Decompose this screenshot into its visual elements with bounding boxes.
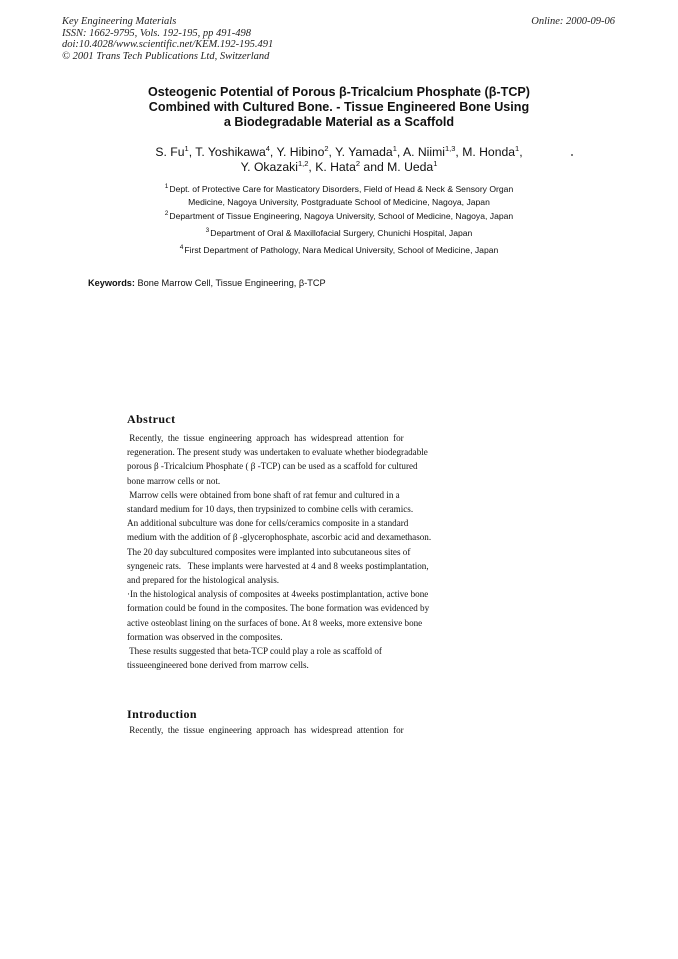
text-line: Marrow cells were obtained from bone shaft of rat femur and cultured in a: [127, 489, 400, 500]
issn-line: ISSN: 1662-9795, Vols. 192-195, pp 491-498: [62, 27, 251, 39]
author-sep: ,: [269, 145, 277, 159]
text-line: ·In the histological analysis of composites at 4weeks postimplantation, active bone: [127, 589, 429, 600]
doi-line: doi:10.4028/www.scientific.net/KEM.192-195.491: [62, 39, 274, 50]
affiliation-4: [60, 244, 618, 257]
title-line-1: Osteogenic Potential of Porous β-Tricalcium Phosphate (β-TCP): [147, 85, 531, 99]
text-line: Recently, the tissue engineering approach has widespread attention for: [127, 725, 404, 735]
author-sep: ,: [188, 145, 196, 159]
author-sep: ,: [328, 145, 336, 159]
copyright-line: © 2001 Trans Tech Publications Ltd, Switzerland: [62, 50, 270, 62]
author-affil-sup: 1,2: [297, 158, 309, 168]
text-line: formation was observed in the composites.: [127, 631, 283, 642]
affiliation-1: [60, 183, 618, 208]
author-affil-sup: 2: [355, 158, 361, 168]
text-line: syngeneic rats. These implants were harvested at 4 and 8 weeks postimplantation,: [127, 560, 429, 571]
text-line: porous β -Tricalcium Phosphate ( β -TCP) can be used as a scaffold for cultured: [127, 461, 418, 472]
author-name: M. Ueda: [387, 160, 434, 174]
author-sep: ,: [519, 145, 523, 159]
affiliation-num: 1: [164, 183, 169, 191]
author-line-2: [70, 160, 608, 175]
keywords-text: Bone Marrow Cell, Tissue Engineering, β-TCP: [137, 278, 326, 288]
author-sep: ,: [455, 145, 463, 159]
affiliation-2: [60, 210, 618, 223]
text-line: These results suggested that beta-TCP could play a role as scaffold of: [127, 646, 382, 657]
text-line: regeneration. The present study was undertaken to evaluate whether biodegradable: [127, 447, 428, 458]
affiliation-text: First Department of Pathology, Nara Medical University, School of Medicine, Japan: [184, 245, 499, 255]
text-line: formation could be found in the composites. The bone formation was evidenced by: [127, 603, 430, 614]
author-sep: ,: [396, 145, 403, 159]
keywords-label: Keywords:: [88, 278, 135, 288]
stray-mark: [571, 154, 573, 156]
author-name: A. Niimi: [402, 145, 445, 159]
text-line: active osteoblast lining on the surfaces of bone. At 8 weeks, more extensive bone: [127, 617, 423, 628]
author-affil-sup: 1: [515, 143, 520, 153]
text-line: and prepared for the histological analysis.: [127, 575, 280, 586]
introduction-body: [127, 723, 499, 737]
author-name: T. Yoshikawa: [195, 145, 266, 159]
author-affil-sup: 1: [184, 143, 189, 153]
author-sep: and: [360, 160, 388, 174]
text-line: standard medium for 10 days, then trypsinized to combine cells with ceramics.: [127, 504, 414, 515]
author-affil-sup: 1,3: [444, 143, 456, 153]
affiliation-1-line-2: Medicine, Nagoya University, Postgraduate School of Medicine, Nagoya, Japan: [188, 196, 490, 207]
abstract-body: [127, 431, 499, 672]
author-affil-sup: 1: [433, 158, 438, 168]
affiliation-text: Dept. of Protective Care for Masticatory Disorders, Field of Head & Neck & Sensory Organ: [169, 184, 514, 194]
author-name: Y. Hibino: [276, 145, 325, 159]
text-line: The 20 day subcultured composites were implanted into subcutaneous sites of: [127, 546, 411, 557]
text-line: Recently, the tissue engineering approach has widespread attention for: [127, 433, 404, 443]
author-affil-sup: 1: [392, 143, 397, 153]
author-affil-sup: 4: [265, 143, 270, 153]
author-name: K. Hata: [315, 160, 356, 174]
author-list: [70, 145, 608, 175]
affiliation-3: [60, 227, 618, 240]
author-name: Y. Okazaki: [240, 160, 298, 174]
keywords: [88, 277, 326, 289]
author-affil-sup: 2: [324, 143, 329, 153]
affiliation-num: 3: [205, 227, 210, 235]
author-name: Y. Yamada: [335, 145, 393, 159]
affiliation-1-line-1: [60, 183, 618, 196]
introduction-heading: Introduction: [127, 707, 197, 721]
text-line: tissueengineered bone derived from marrow cells.: [127, 660, 309, 671]
affiliation-num: 4: [179, 244, 184, 252]
journal-name: Key Engineering Materials: [62, 16, 177, 27]
affiliation-text: Department of Oral & Maxillofacial Surgery, Chunichi Hospital, Japan: [210, 228, 473, 238]
author-name: S. Fu: [155, 145, 185, 159]
title-line-2: Combined with Cultured Bone. - Tissue Engineered Bone Using: [148, 100, 530, 114]
author-sep: ,: [308, 160, 316, 174]
author-line-1: [70, 145, 608, 160]
paper-title: [60, 85, 618, 130]
affiliation-num: 2: [164, 210, 169, 218]
online-date: Online: 2000-09-06: [531, 16, 615, 27]
affiliation-text: Department of Tissue Engineering, Nagoya University, School of Medicine, Nagoya, Japan: [169, 211, 514, 221]
text-line: bone marrow cells or not.: [127, 475, 221, 486]
abstract-heading: Abstruct: [127, 412, 176, 426]
author-name: M. Honda: [462, 145, 516, 159]
text-line: medium with the addition of β -glycerophosphate, ascorbic acid and dexamethason.: [127, 532, 432, 543]
title-line-3: a Biodegradable Material as a Scaffold: [223, 115, 455, 129]
text-line: An additional subculture was done for cells/ceramics composite in a standard: [127, 518, 409, 529]
